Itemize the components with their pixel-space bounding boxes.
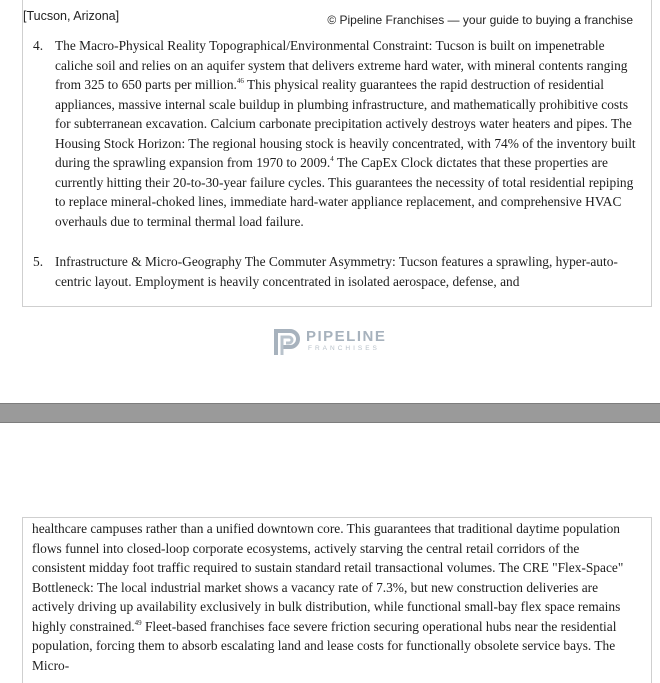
paragraph-text: Fleet-based franchises face severe friction securing operational hubs near the residential population, forcing them to absorb escalating land and lease costs for functionally obsolete service bays. The Micro- [32,618,617,673]
footnote-ref[interactable]: 46 [236,77,244,85]
pipeline-logo [272,323,392,357]
paragraph-text: The CapEx Clock dictates that these properties are currently hitting their 20-to-30-year failure cycles. This guarantees the necessity of total residential repiping to replace mineral-choked lines, immediate hard-water appliance replacement, and comprehensive HVAC overhauls due to terminal thermal load failure. [55,155,634,229]
list-number: 4. [33,38,44,53]
tagline-header: © Pipeline Franchises — your guide to buying a franchise [327,13,633,27]
logo-wordmark: PIPELINE [306,328,387,345]
paragraph-text: This physical reality guarantees the rapid destruction of residential appliances, massive internal scale buildup in plumbing infrastructure, and mathematically prohibitive costs for subterranean excavation. Calcium carbonate precipitation actively destroys water heaters and pipes. The Housing Stock Horizon: The regional housing stock is heavily concentrated, with 74% of the inventory built during the sprawling expansion from 1970 to 2009. [55,77,636,170]
list-item [33,252,637,291]
pipeline-mark-icon [272,323,302,357]
document-page [22,0,652,307]
paragraph-text: The Macro-Physical Reality Topographical/Environmental Constraint: Tucson is built on impenetrable caliche soil and relies on an aquifer system that delivers extreme hard water, with mineral contents ranging from 325 to 650 parts per million. [55,38,628,92]
list-item-body: Infrastructure & Micro-Geography The Commuter Asymmetry: Tucson features a sprawling, hyper-auto-centric layout. Employment is heavily concentrated in isolated aerospace, defense, and [55,254,618,289]
list-item-body [55,36,637,231]
footnote-ref[interactable]: 49 [134,618,142,627]
location-header: [Tucson, Arizona] [23,9,120,23]
list-item [33,36,637,231]
list-number: 5. [33,254,44,269]
footnote-ref[interactable]: 4 [330,155,334,163]
paragraph-text: healthcare campuses rather than a unified downtown core. This guarantees that traditional daytime population flows funnel into closed-loop corporate ecosystems, actively starving the central retail corridors of the consistent midday foot traffic required to sustain standard retail transactional volumes. The CRE "Flex-Space" Bottleneck: The local industrial market shows a vacancy rate of 7.3%, but new construction deliveries are actively driving up availability exclusively in bulk distribution, while functional small-bay flex space remains highly constrained. [32,521,624,634]
logo-subtitle: FRANCHISES [308,345,380,352]
page-separator [0,403,660,423]
continuation-paragraph [32,519,636,675]
